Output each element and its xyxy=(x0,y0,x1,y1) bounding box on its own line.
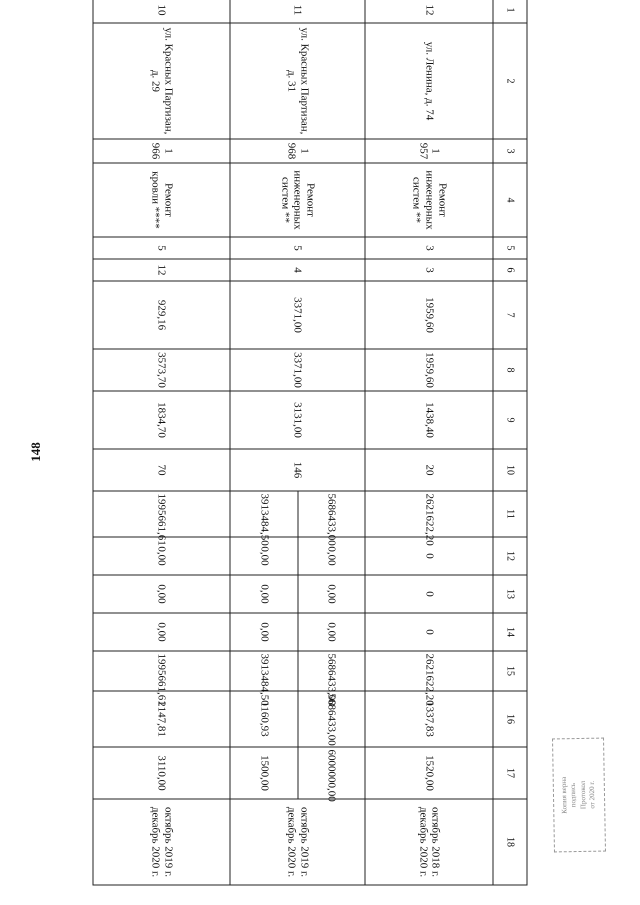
year-cell: 1 957 xyxy=(365,139,493,163)
value-cell: 3371,00 xyxy=(229,349,365,391)
value-cell: 1834,70 xyxy=(93,391,230,449)
row-number: 10 xyxy=(93,0,230,23)
value-cell: 5 xyxy=(229,237,365,259)
year-cell: 1 968 xyxy=(229,139,365,163)
period-cell: октябрь 2019 г. декабрь 2020 г. xyxy=(229,799,365,885)
col-index: 12 xyxy=(493,537,527,575)
col-index: 10 xyxy=(493,449,527,491)
address-cell: ул. Ленина, д. 74 xyxy=(365,23,493,139)
value-cell: 1995661,61 xyxy=(93,651,230,691)
value-cell: 1337,83 xyxy=(365,691,493,747)
value-cell: 0,00 xyxy=(93,537,230,575)
value-cell: 1959,60 xyxy=(365,349,493,391)
value-cell: 0,00 xyxy=(229,613,297,651)
value-cell: 1959,60 xyxy=(365,281,493,349)
value-cell: 5686433,00 xyxy=(297,651,365,691)
value-cell: 20 xyxy=(365,449,493,491)
col-index: 16 xyxy=(493,691,527,747)
value-cell: 3913484,50 xyxy=(229,651,297,691)
value-cell: 0,00 xyxy=(297,613,365,651)
value-cell: 1438,40 xyxy=(365,391,493,449)
value-cell: 5686433,00 xyxy=(297,691,365,747)
value-cell: 12 xyxy=(93,259,230,281)
address-cell: ул. Красных Партизан, д. 29 xyxy=(93,23,230,139)
value-cell: 3913484,50 xyxy=(229,491,297,537)
col-index: 2 xyxy=(493,23,527,139)
work-type-cell: Ремонт инженерных систем ** xyxy=(365,163,493,237)
value-cell: 0,00 xyxy=(229,537,297,575)
col-index: 4 xyxy=(493,163,527,237)
value-cell: 3 xyxy=(365,237,493,259)
table-row xyxy=(93,0,230,885)
col-index: 17 xyxy=(493,747,527,799)
col-index: 5 xyxy=(493,237,527,259)
col-index: 3 xyxy=(493,139,527,163)
table-row xyxy=(297,0,365,885)
value-cell: 929,16 xyxy=(93,281,230,349)
certification-stamp xyxy=(552,738,606,853)
value-cell: 0,00 xyxy=(297,575,365,613)
col-index: 1 xyxy=(493,0,527,23)
value-cell: 6000000,00 xyxy=(297,747,365,799)
value-cell: 70 xyxy=(93,449,230,491)
value-cell: 2621622,20 xyxy=(365,491,493,537)
col-index: 9 xyxy=(493,391,527,449)
value-cell: 0 xyxy=(365,575,493,613)
value-cell: 146 xyxy=(229,449,365,491)
value-cell: 3 xyxy=(365,259,493,281)
value-cell: 1995661,61 xyxy=(93,491,230,537)
table-row xyxy=(365,0,493,885)
repair-program-table xyxy=(92,0,527,886)
value-cell: 3131,00 xyxy=(229,391,365,449)
col-index: 15 xyxy=(493,651,527,691)
value-cell: 1520,00 xyxy=(365,747,493,799)
value-cell: 1500,00 xyxy=(229,747,297,799)
year-cell: 1 966 xyxy=(93,139,230,163)
value-cell: 0,00 xyxy=(93,613,230,651)
value-cell: 2147,81 xyxy=(93,691,230,747)
col-index: 18 xyxy=(493,799,527,885)
value-cell: 3371,00 xyxy=(229,281,365,349)
value-cell: 5686433,00 xyxy=(297,491,365,537)
value-cell: 3573,70 xyxy=(93,349,230,391)
work-type-cell: Ремонт инженерных систем ** xyxy=(229,163,365,237)
address-cell: ул. Красных Партизан, д. 31 xyxy=(229,23,365,139)
period-cell: октябрь 2018 г. декабрь 2020 г. xyxy=(365,799,493,885)
col-index: 7 xyxy=(493,281,527,349)
value-cell: 0 xyxy=(365,613,493,651)
work-type-cell: Ремонт кровли **** xyxy=(93,163,230,237)
col-index: 11 xyxy=(493,491,527,537)
value-cell: 0 xyxy=(365,537,493,575)
value-cell: 0,00 xyxy=(229,575,297,613)
value-cell: 1160,93 xyxy=(229,691,297,747)
col-index: 6 xyxy=(493,259,527,281)
value-cell: 3110,00 xyxy=(93,747,230,799)
value-cell: 0,00 xyxy=(93,575,230,613)
value-cell: 5 xyxy=(93,237,230,259)
col-index: 14 xyxy=(493,613,527,651)
value-cell: 2621622,20 xyxy=(365,651,493,691)
row-number: 11 xyxy=(229,0,365,23)
period-cell: октябрь 2019 г. декабрь 2020 г. xyxy=(93,799,230,885)
col-index: 8 xyxy=(493,349,527,391)
column-index-row xyxy=(493,0,527,885)
value-cell: 4 xyxy=(229,259,365,281)
stamp-text: Копия верна подпись Протокол от 2020 г. xyxy=(559,776,597,814)
col-index: 13 xyxy=(493,575,527,613)
page-number: 148 xyxy=(28,442,43,462)
value-cell: 0,00 xyxy=(297,537,365,575)
row-number: 12 xyxy=(365,0,493,23)
rotated-table-sheet xyxy=(92,4,527,878)
